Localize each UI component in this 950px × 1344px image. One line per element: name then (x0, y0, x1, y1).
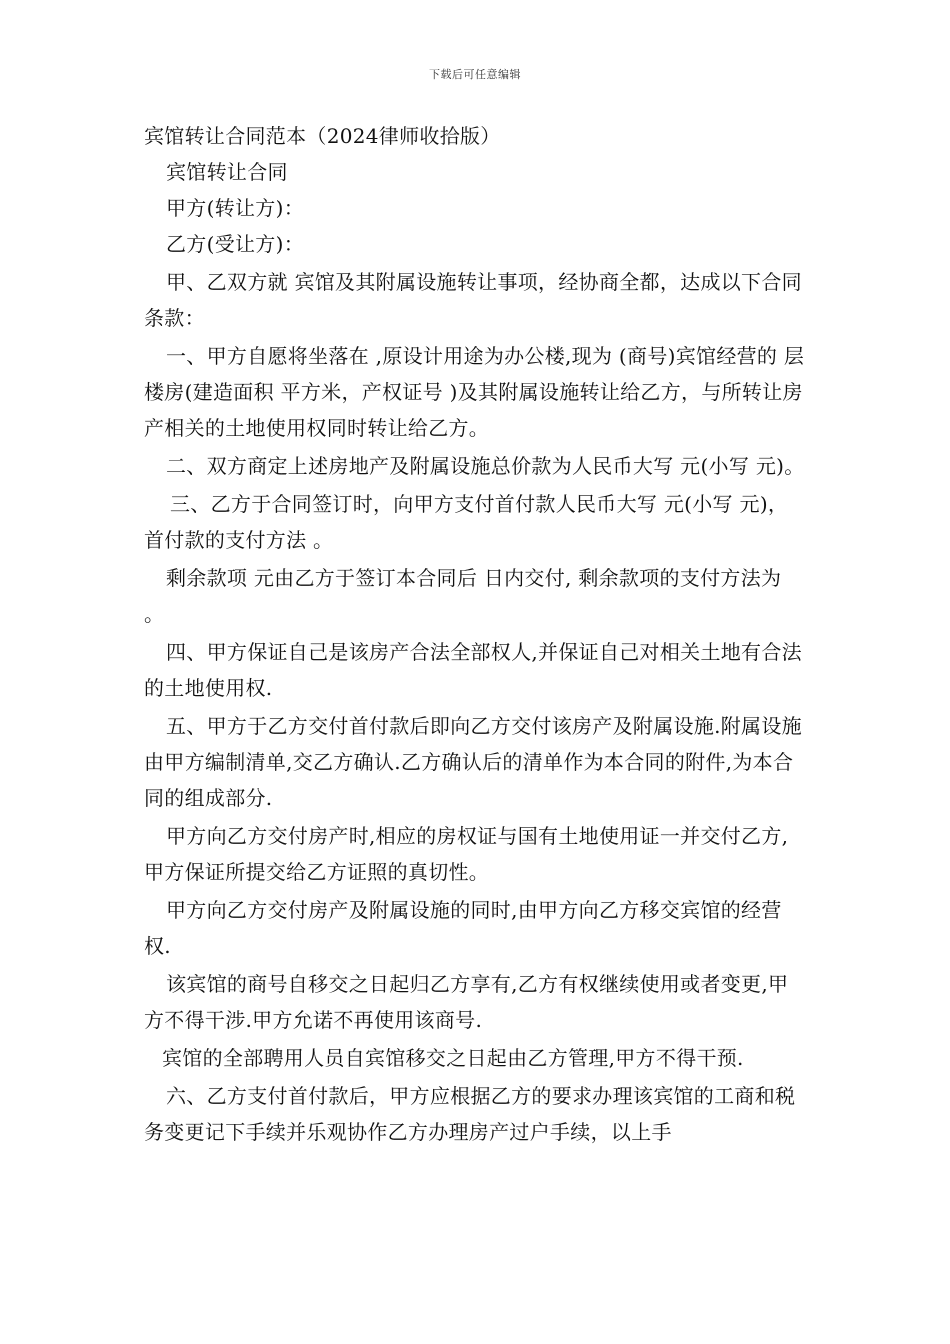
paragraph-clause-3: 三、乙方于合同签订时，向甲方支付首付款人民币大写 元(小写 元)，首付款的支付方法 。 (144, 492, 789, 552)
paragraph-intro: 甲、乙双方就 宾馆及其附属设施转让事项，经协商全都，达成以下合同条款： (144, 270, 802, 330)
paragraph-remaining-payment: 剩余款项 元由乙方于签订本合同后 日内交付, 剩余款项的支付方法为 。 (144, 566, 782, 626)
paragraph-trade-name: 该宾馆的商号自移交之日起归乙方享有,乙方有权继续使用或者变更,甲方不得干涉.甲方允诺不再使用该商号. (144, 972, 789, 1032)
paragraph-staff: 宾馆的全部聘用人员自宾馆移交之日起由乙方管理,甲方不得干预. (162, 1046, 744, 1070)
contract-heading: 宾馆转让合同 (166, 160, 288, 184)
paragraph-clause-5: 五、甲方于乙方交付首付款后即向乙方交付该房产及附属设施.附属设施由甲方编制清单,交乙方确认.乙方确认后的清单作为本合同的附件,为本合同的组成部分. (144, 714, 802, 810)
paragraph-clause-1: 一、甲方自愿将坐落在 ,原设计用途为办公楼,现为 (商号)宾馆经营的 层楼房(建造面积 平方米，产权证号 )及其附属设施转让给乙方，与所转让房产相关的土地使用权同时转让给乙方。 (144, 344, 805, 440)
party-a-line: 甲方(转让方)： (166, 196, 305, 220)
paragraph-property-delivery: 甲方向乙方交付房产时,相应的房权证与国有土地使用证一并交付乙方,甲方保证所提交给乙方证照的真切性。 (144, 824, 789, 884)
paragraph-clause-4: 四、甲方保证自己是该房产合法全部权人,并保证自己对相关土地有合法的土地使用权. (144, 640, 802, 700)
paragraph-operating-rights: 甲方向乙方交付房产及附属设施的同时,由甲方向乙方移交宾馆的经营权. (144, 898, 782, 958)
document-body (144, 118, 808, 1150)
paragraph-clause-6: 六、乙方支付首付款后，甲方应根据乙方的要求办理该宾馆的工商和税务变更记下手续并乐观协作乙方办理房产过户手续，以上手 (144, 1084, 796, 1144)
paragraph-clause-2: 二、双方商定上述房地产及附属设施总价款为人民币大写 元(小写 元)。 (166, 454, 805, 478)
document-title: 宾馆转让合同范本（2024律师收拾版） (144, 124, 501, 148)
header-note: 下载后可任意编辑 (429, 68, 521, 81)
party-b-line: 乙方(受让方)： (166, 232, 305, 256)
